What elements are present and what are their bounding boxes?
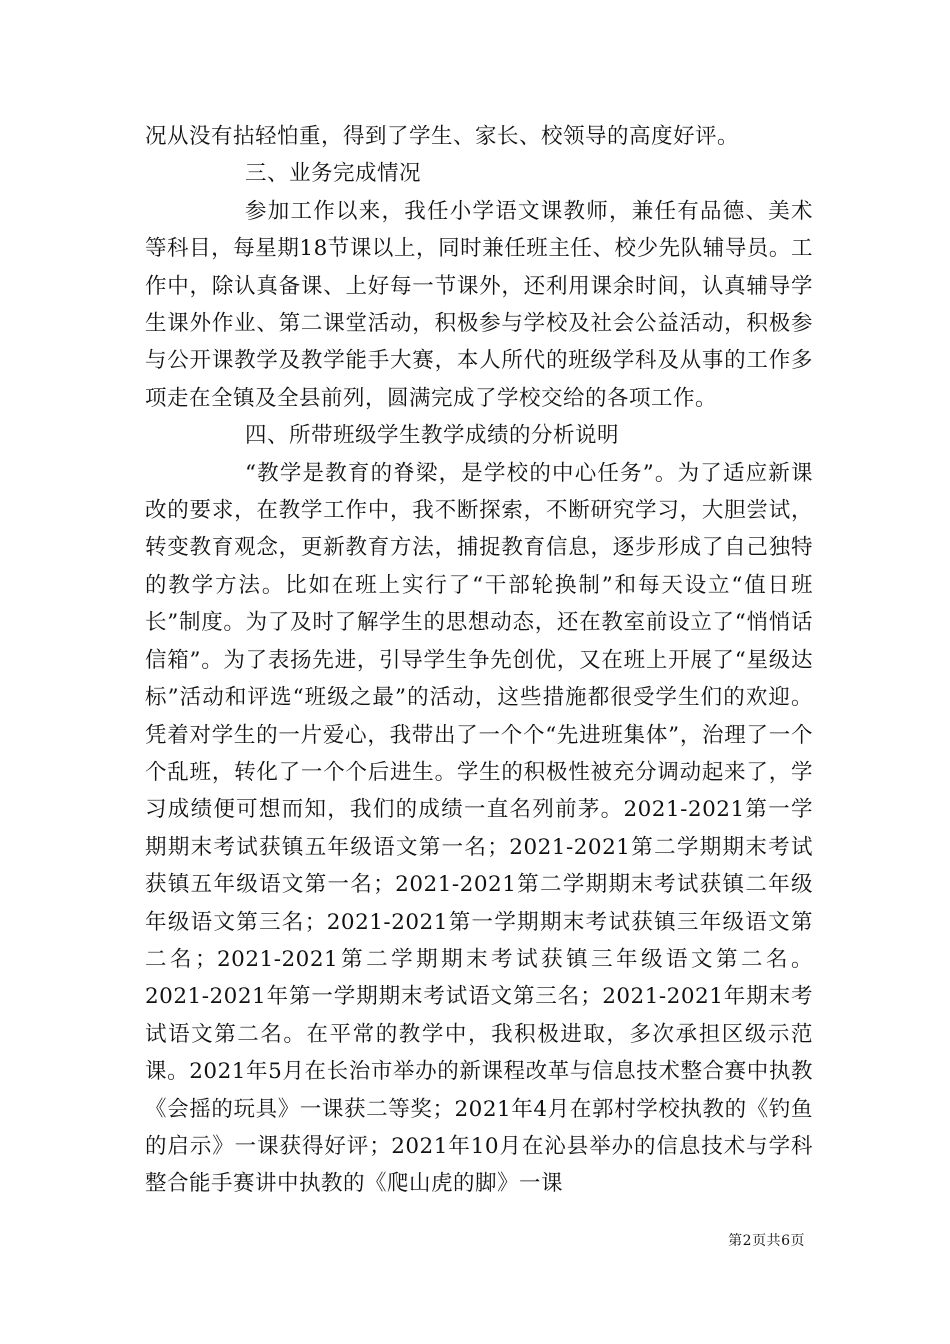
- paragraph-continuation: 况从没有拈轻怕重，得到了学生、家长、校领导的高度好评。: [145, 124, 740, 149]
- page-number-footer: 第2页共6页: [728, 1233, 805, 1249]
- section-heading-3: 三、业务完成情况: [245, 161, 422, 187]
- document-body: [145, 118, 813, 1203]
- section-heading-4: 四、所带班级学生教学成绩的分析说明: [245, 423, 620, 449]
- paragraph-business-completion: 参加工作以来，我任小学语文课教师，兼任有品德、美术等科目，每星期18节课以上，同时兼任班主任、校少先队辅导员。工作中，除认真备课、上好每一节课外，还利用课余时间，认真辅导学生课外作业、第二课堂活动，积极参与学校及社会公益活动，积极参与公开课教学及教学能手大赛，本人所代的班级学科及从事的工作多项走在全镇及全县前列，圆满完成了学校交给的各项工作。: [145, 198, 813, 411]
- paragraph-teaching-results: “教学是教育的脊梁，是学校的中心任务”。为了适应新课改的要求，在教学工作中，我不断探索，不断研究学习，大胆尝试，转变教育观念，更新教育方法，捕捉教育信息，逐步形成了自己独特的教学方法。比如在班上实行了“干部轮换制”和每天设立“值日班长”制度。为了及时了解学生的思想动态，还在教室前设立了“悄悄话信箱”。为了表扬先进，引导学生争先创优，又在班上开展了“星级达标”活动和评选“班级之最”的活动，这些措施都很受学生们的欢迎。凭着对学生的一片爱心，我带出了一个个“先进班集体”，治理了一个个乱班，转化了一个个后进生。学生的积极性被充分调动起来了，学习成绩便可想而知，我们的成绩一直名列前茅。2021-2021第一学期期末考试获镇五年级语文第一名；2021-2021第二学期期末考试获镇五年级语文第一名；2021-2021第二学期期末考试获镇二年级年级语文第三名；2021-2021第一学期期末考试获镇三年级语文第二名；2021-2021第二学期期末考试获镇三年级语文第二名。2021-2021年第一学期期末考试语文第三名；2021-2021年期末考试语文第二名。在平常的教学中，我积极进取，多次承担区级示范课。2021年5月在长治市举办的新课程改革与信息技术整合赛中执教《会摇的玩具》一课获二等奖；2021年4月在郭村学校执教的《钓鱼的启示》一课获得好评；2021年10月在沁县举办的信息技术与学科整合能手赛讲中执教的《爬山虎的脚》一课: [145, 460, 813, 1197]
